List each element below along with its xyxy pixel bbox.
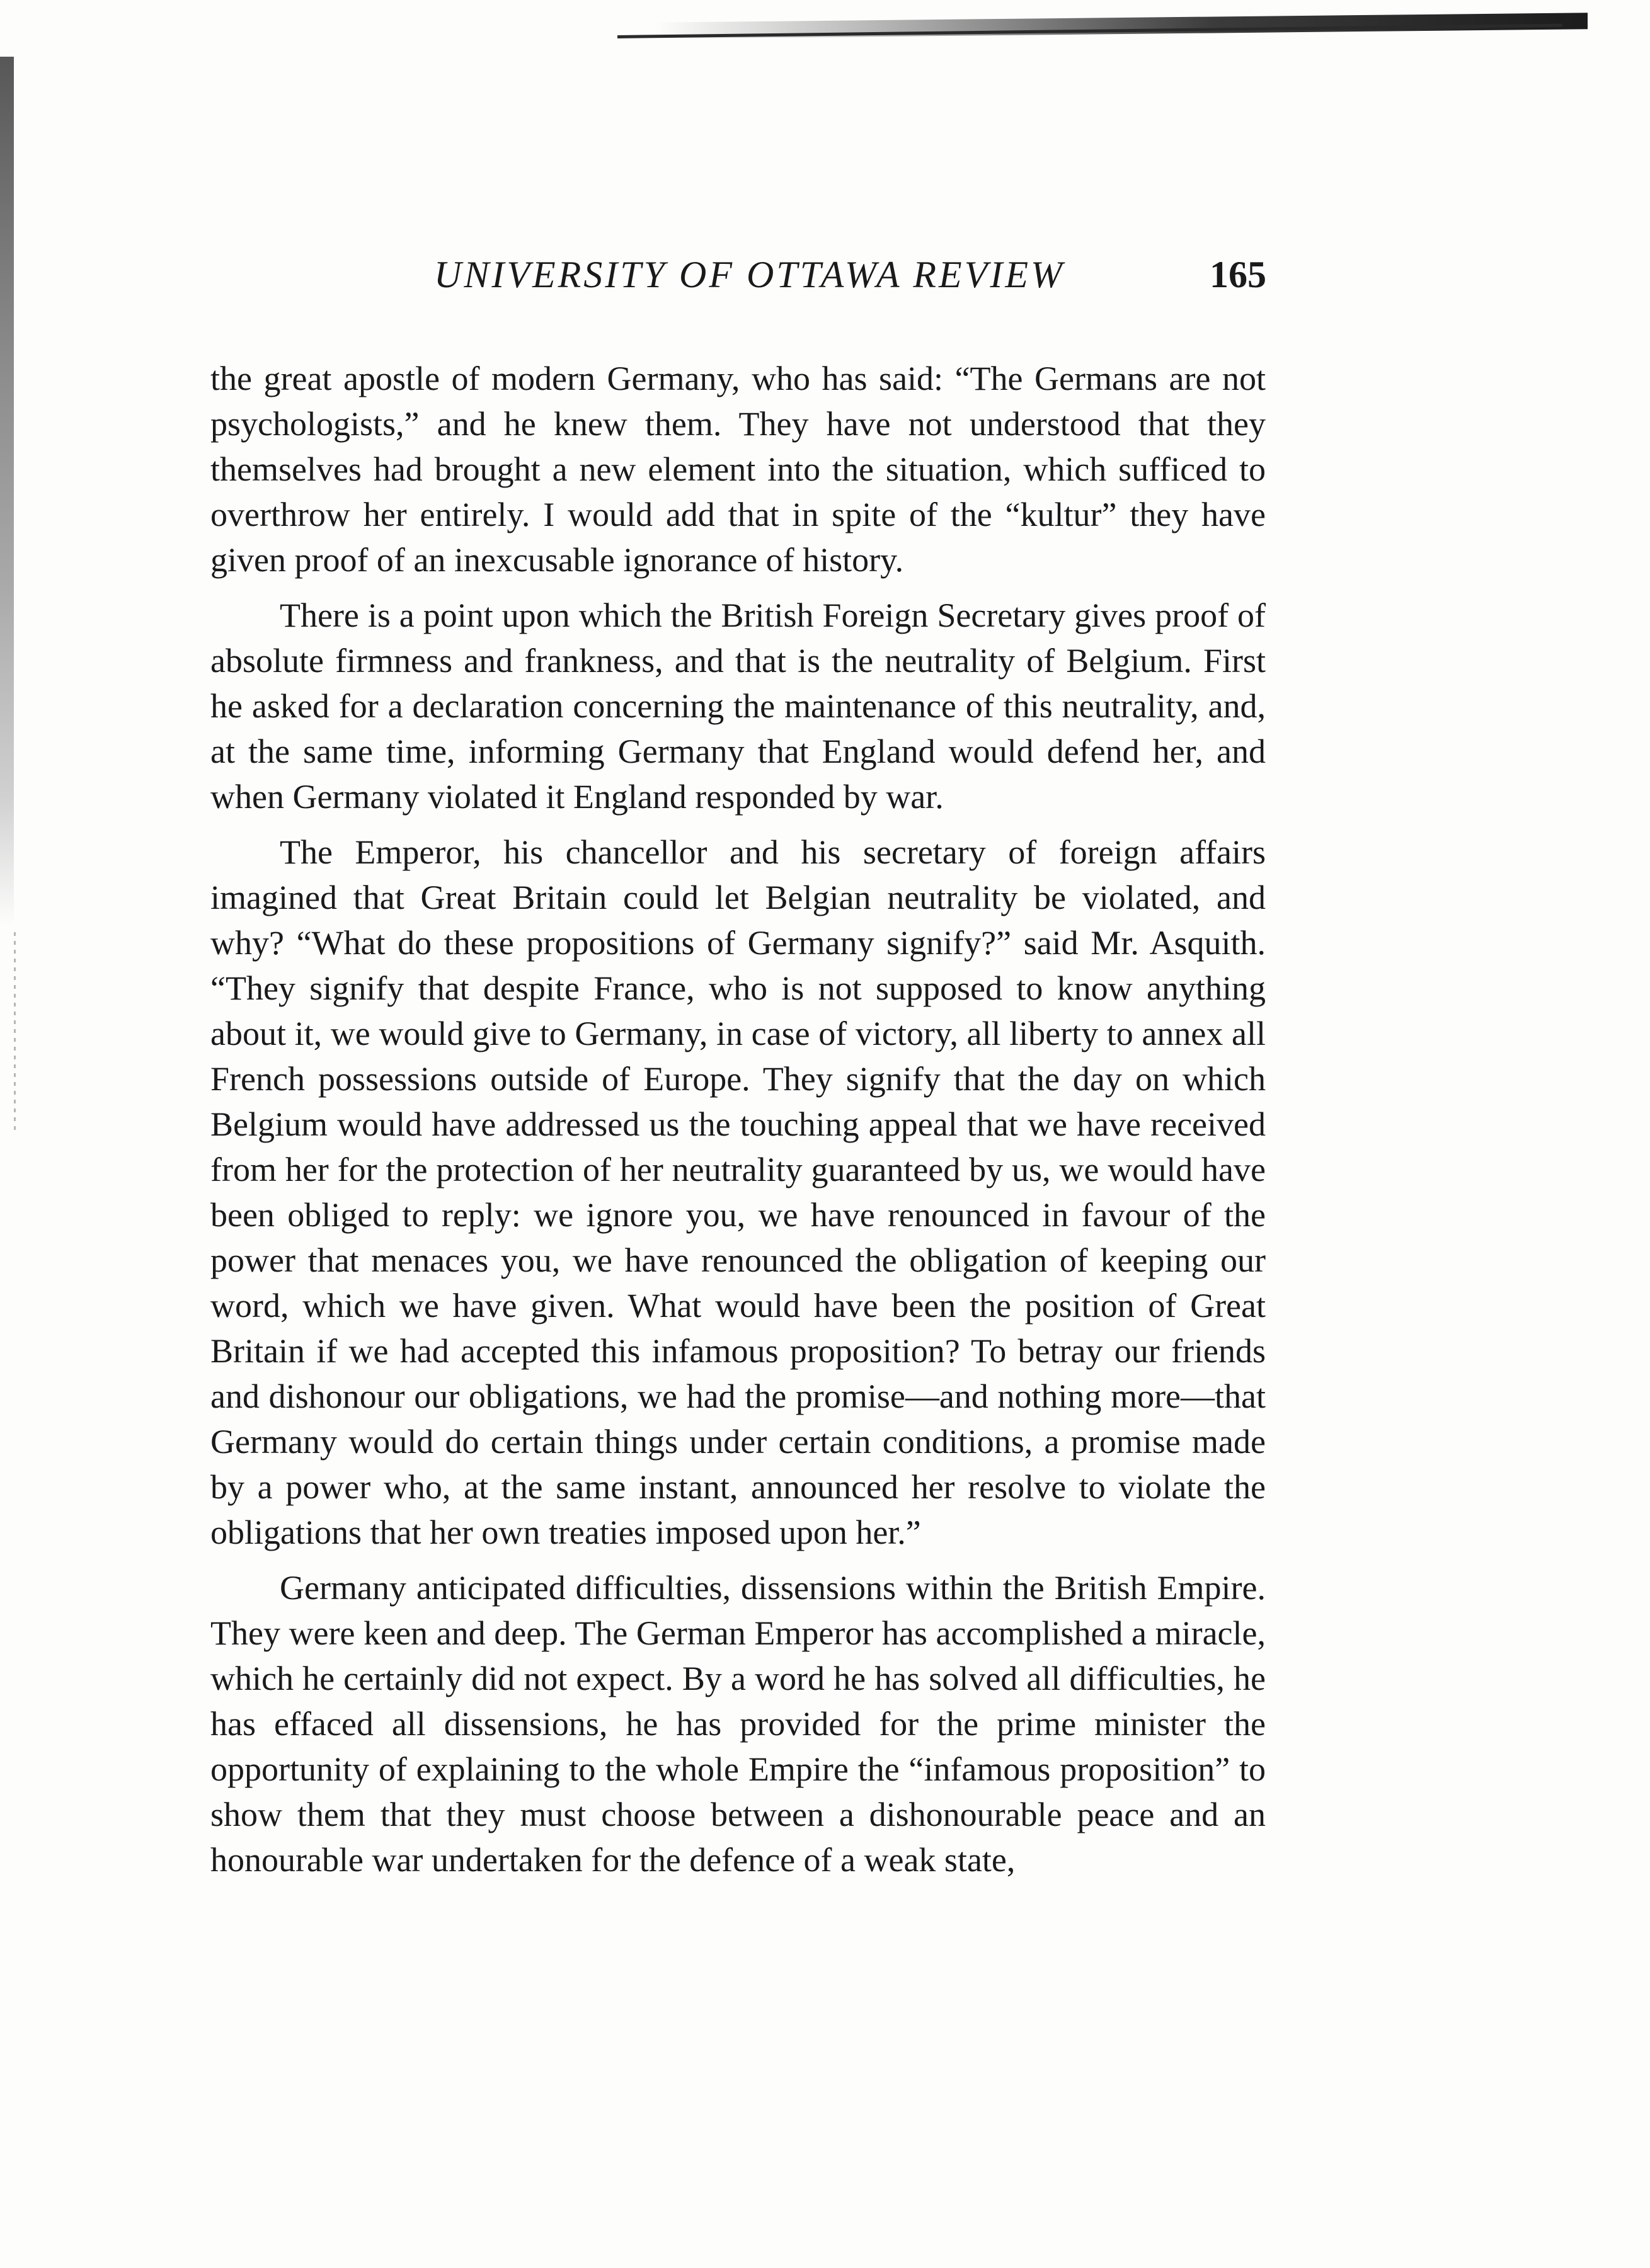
paragraph-belgium-neutrality: There is a point upon which the British Foreign Secretary gives proof of absolute firmness and frankness, and that is the neutrality of Belgium. First he asked for a declaration concerning the maintenance of this neutrality, and, at the same time, informing Germany that England would defend her, and when Germany violated it England responded by war. <box>210 596 1266 816</box>
running-title: UNIVERSITY OF OTTAWA REVIEW <box>434 254 1065 295</box>
paragraph-empire-dissensions: Germany anticipated difficulties, dissensions within the British Empire. They were keen and deep. The German Emperor has accomplished a miracle, which he certainly did not expect. By a word he has solved all difficulties, he has effaced all dissensions, he has provided for the prime minister the opportunity of explaining to the whole Empire the “infamous proposition” to show them that they must choose between a dishonourable peace and an honourable war undertaken for the defence of a weak state, <box>210 1569 1266 1879</box>
paragraph-asquith-quote: The Emperor, his chancellor and his secretary of foreign affairs imagined that Great Britain could let Belgian neutrality be violated, and why? “What do these propositions of Germany signify?” said Mr. Asquith. “They signify that despite France, who is not supposed to know anything about it, we would give to Germany, in case of victory, all liberty to annex all French possessions outside of Europe. They signify that the day on which Belgium would have addressed us the touching appeal that we have received from her for the protection of her neutrality guaranteed by us, we would have been obliged to reply: we ignore you, we have renounced in favour of the power that menaces you, we have renounced the obligation of keeping our word, which we have given. What would have been the position of Great Britain if we had accepted this infamous proposition? To betray our friends and dishonour our obligations, we had the promise—and nothing more—that Germany would do certain things under certain conditions, a promise made by a power who, at the same instant, announced her resolve to violate the obligations that her own treaties imposed upon her.” <box>210 833 1266 1551</box>
running-head <box>0 249 1650 300</box>
body-text <box>210 356 1266 1883</box>
paragraph-continuation: the great apostle of modern Germany, who has said: “The Germans are not psychologists,” and he knew them. They have not understood that they themselves had brought a new element into the situation, which sufficed to overthrow her entirely. I would add that in spite of the “kultur” they have given proof of an inexcusable ignorance of history. <box>210 360 1266 579</box>
page-number: 165 <box>1210 254 1266 295</box>
scan-artifact-left-edge <box>0 57 14 926</box>
scan-artifact-left-edge-dots <box>14 932 16 1134</box>
